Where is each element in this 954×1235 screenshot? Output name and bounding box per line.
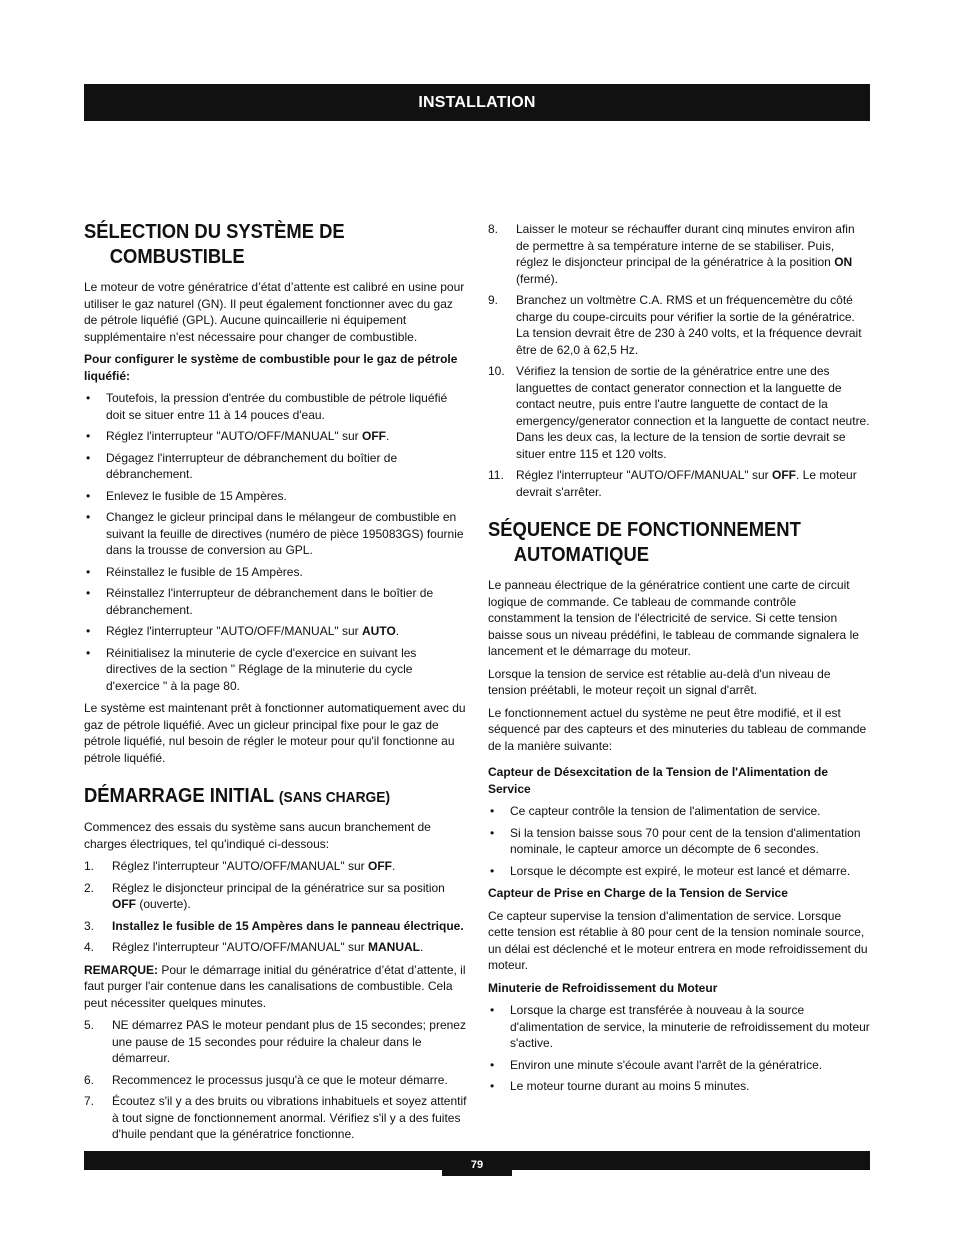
list-item: • Environ une minute s'écoule avant l'arrêt de la génératrice.: [488, 1057, 870, 1074]
list-item: 7. Écoutez s'il y a des bruits ou vibrations inhabituels et soyez attentif à tout signe de fonctionnement anormal. Vérifiez s'il y a des fuites d'huile pendant que la génératrice fonctionne.: [84, 1094, 467, 1141]
list-item: 5. NE démarrez PAS le moteur pendant plus de 15 secondes; prenez une pause de 15 secondes pour réduire la chaleur dans le démarreur.: [84, 1018, 466, 1065]
list-item: 9. Branchez un voltmètre C.A. RMS et un fréquencemètre du côté charge du coupe-circuits pour vérifier la sortie de la génératrice. La tension devrait être de 230 à 240 volts, et la fréquence devrait être de 62,0 à 62,5 Hz.: [488, 293, 862, 357]
auto-paragraph-3: Le fonctionnement actuel du système ne peut être modifié, et il est séquencé par des capteurs et des minuteries du tableau de commande de la manière suivante:: [488, 705, 867, 753]
list-item: • Le moteur tourne durant au moins 5 minutes.: [488, 1078, 870, 1095]
list-item: • Dégagez l'interrupteur de débranchement du boîtier de débranchement.: [84, 450, 468, 483]
list-item: 11. Réglez l'interrupteur "AUTO/OFF/MANUAL" sur OFF. Le moteur devrait s'arrêter.: [488, 468, 857, 499]
list-item: • Réglez l'interrupteur "AUTO/OFF/MANUAL" sur OFF.: [84, 428, 468, 445]
startup-section-title: DÉMARRAGE INITIAL (SANS CHARGE): [84, 785, 391, 807]
auto-paragraph-1: Le panneau électrique de la génératrice contient une carte de circuit logique de commande. Ce tableau de commande contrôle constamment la tension de l'électricité de service. Si cette tension baisse sous un niveau prédéfini, le tableau de commande signalera le lancement et le démarrage du moteur.: [488, 578, 859, 658]
list-item: 10. Vérifiez la tension de sortie de la génératrice entre une des languettes de contact generator connection et la languette de contact neutre, puis entre l'autre languette de contact de la emergency/generator connection et la languette de contact neutre. Dans les deux cas, la lecture de la tension de sortie devrait se situer entre 115 et 120 volts.: [488, 364, 870, 461]
fuel-section-title: SÉLECTION DU SYSTÈME DE COMBUSTIBLE: [84, 221, 345, 268]
fuel-intro: Le moteur de votre génératrice d’état d’attente est calibré en usine pour utiliser le gaz naturel (GN). Il peut également fonctionner avec du gaz de pétrole liquéfié (GPL). Aucune quincaillerie ni équipement supplémentaire n'est nécessaire pour changer de combustible.: [84, 280, 465, 344]
list-item: • Réglez l'interrupteur "AUTO/OFF/MANUAL" sur AUTO.: [84, 623, 468, 640]
list-item: • Ce capteur contrôle la tension de l'alimentation de service.: [488, 803, 870, 820]
section-header-bar: [84, 84, 870, 121]
list-item: • Lorsque le décompte est expiré, le moteur est lancé et démarre.: [488, 863, 870, 880]
list-item: 6. Recommencez le processus jusqu'à ce que le moteur démarre.: [84, 1072, 448, 1087]
section-header-title: INSTALLATION: [418, 93, 536, 111]
sub1-list: [488, 803, 870, 879]
fuel-outro: Le système est maintenant prêt à fonctionner automatiquement avec du gaz de pétrole liquéfié. Avec un gicleur principal fixe pour le gaz de pétrole liquéfié, nul besoin de régler le moteur pour qu'il fonctionne au pétrole liquéfié.: [84, 701, 466, 765]
page-number: 79: [442, 1155, 512, 1176]
list-item: • Toutefois, la pression d'entrée du combustible de pétrole liquéfié doit se situer entre 11 à 14 pouces d'eau.: [84, 390, 468, 423]
startup-intro: Commencez des essais du système sans aucun branchement de charges électriques, tel qu'indiqué ci-dessous:: [84, 820, 431, 851]
list-item: • Enlevez le fusible de 15 Ampères.: [84, 488, 468, 505]
list-item: • Lorsque la charge est transférée à nouveau à la source d'alimentation de service, la minuterie de refroidissement du moteur s'active.: [488, 1002, 870, 1052]
list-item: 3. Installez le fusible de 15 Ampères dans le panneau électrique.: [84, 918, 464, 933]
startup-steps-b: [84, 1017, 468, 1143]
sub2-text: Ce capteur supervise la tension d'alimentation de service. Lorsque cette tension est rétablie à 80 pour cent de la tension nominale source, un délai est déclenché et le moteur entrera en mode refroidissement du moteur.: [488, 908, 868, 972]
list-item: • Réinstallez le fusible de 15 Ampères.: [84, 564, 468, 581]
startup-note: REMARQUE: Pour le démarrage initial du génératrice d’état d’attente, il faut purger l'air contenue dans les canalisations de combustible. Cela peut nécessiter quelques minutes.: [84, 962, 466, 1010]
list-item: • Réinitialisez la minuterie de cycle d'exercice en suivant les directives de la section " Réglage de la minuterie du cycle d'exercice " à la page 80.: [84, 645, 468, 695]
sub2-heading: Capteur de Prise en Charge de la Tension de Service: [488, 886, 788, 900]
auto-section-title: SÉQUENCE DE FONCTIONNEMENT AUTOMATIQUE: [488, 519, 801, 566]
lpg-steps-list: [84, 390, 468, 694]
left-column: [84, 220, 468, 1149]
startup-steps-a: [84, 858, 468, 956]
startup-steps-c: [488, 221, 870, 500]
list-item: • Changez le gicleur principal dans le mélangeur de combustible en suivant la feuille de directives (numéro de pièce 195083GS) fournie dans la trousse de conversion au GPL.: [84, 509, 468, 559]
list-item: 2. Réglez le disjoncteur principal de la génératrice sur sa position OFF (ouverte).: [84, 880, 445, 911]
list-item: 8. Laisser le moteur se réchauffer durant cinq minutes environ afin de permettre à sa température interne de se stabiliser. Puis, réglez le disjoncteur principal de la génératrice à la position ON (fermé).: [488, 222, 855, 286]
sub3-list: [488, 1002, 870, 1095]
auto-paragraph-2: Lorsque la tension de service est rétablie au-delà d'un niveau de tension préétabli, le moteur reçoit un signal d'arrêt.: [488, 666, 831, 697]
sub3-heading: Minuterie de Refroidissement du Moteur: [488, 980, 718, 995]
list-item: • Réinstallez l'interrupteur de débranchement dans le boîtier de débranchement.: [84, 585, 468, 618]
sub1-heading: Capteur de Désexcitation de la Tension de l'Alimentation de Service: [488, 765, 829, 796]
lpg-heading: Pour configurer le système de combustible pour le gaz de pétrole liquéfié:: [84, 352, 458, 383]
list-item: • Si la tension baisse sous 70 pour cent de la tension d'alimentation nominale, le capteur amorce un décompte de 6 secondes.: [488, 825, 870, 858]
list-item: 1. Réglez l'interrupteur "AUTO/OFF/MANUAL" sur OFF.: [84, 859, 396, 873]
right-column: [488, 221, 870, 1101]
list-item: 4. Réglez l'interrupteur "AUTO/OFF/MANUAL" sur MANUAL.: [84, 940, 424, 954]
